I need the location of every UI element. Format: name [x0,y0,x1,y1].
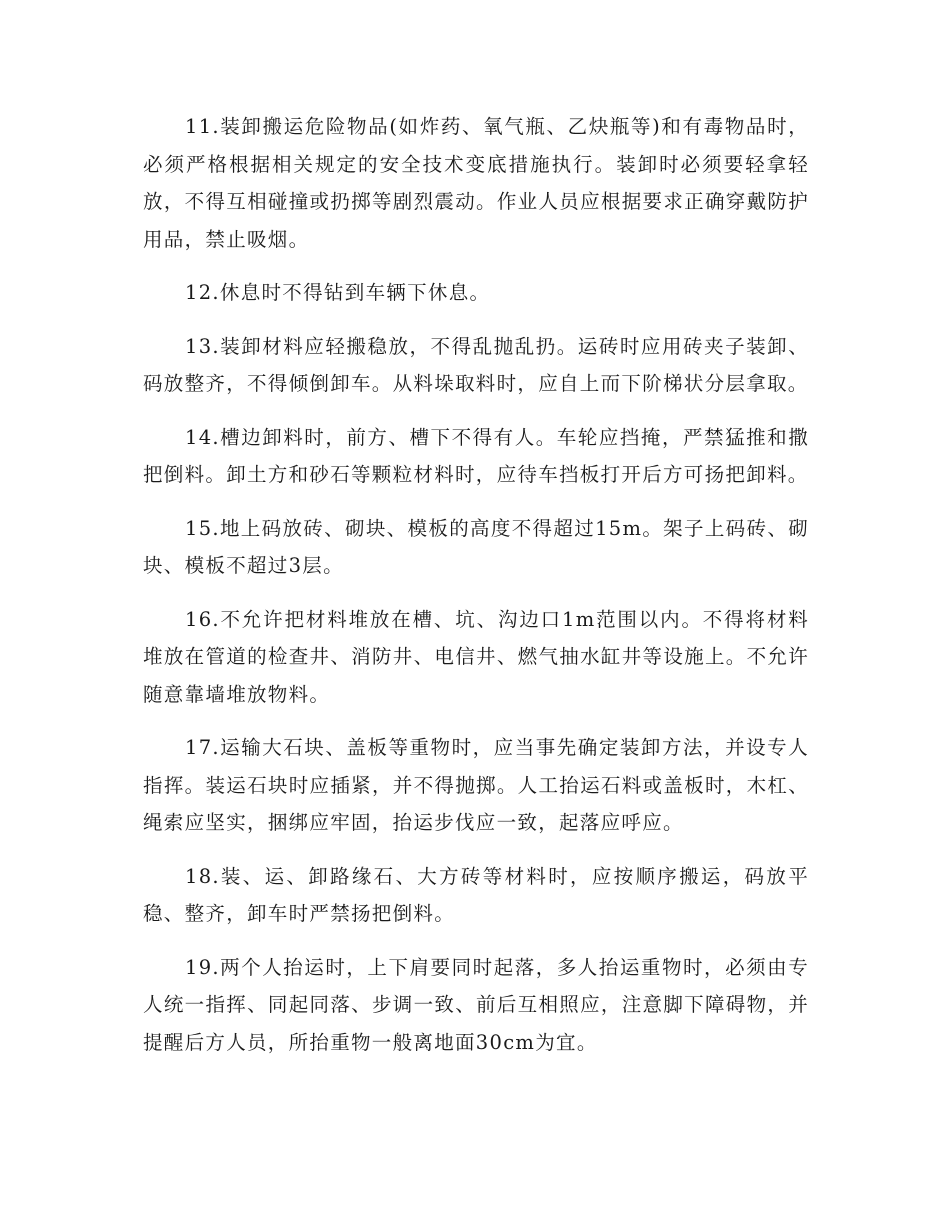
document-body [143,108,809,1077]
paragraph-item-13: 13.装卸材料应轻搬稳放，不得乱抛乱扔。运砖时应用砖夹子装卸、码放整齐，不得倾倒卸车。从料垛取料时，应自上而下阶梯状分层拿取。 [143,334,809,395]
paragraph-item-14: 14.槽边卸料时，前方、槽下不得有人。车轮应挡掩，严禁猛推和撒把倒料。卸土方和砂石等颗粒材料时，应待车挡板打开后方可扬把卸料。 [143,425,809,486]
paragraph-item-16: 16.不允许把材料堆放在槽、坑、沟边口1m范围以内。不得将材料堆放在管道的检查井、消防井、电信井、燃气抽水缸井等设施上。不允许随意靠墙堆放物料。 [143,607,809,706]
paragraph-item-11: 11.装卸搬运危险物品(如炸药、氧气瓶、乙炔瓶等)和有毒物品时，必须严格根据相关规定的安全技术变底措施执行。装卸时必须要轻拿轻放，不得互相碰撞或扔掷等剧烈震动。作业人员应根据要求正确穿戴防护用品，禁止吸烟。 [143,115,809,251]
paragraph-item-18: 18.装、运、卸路缘石、大方砖等材料时，应按顺序搬运，码放平稳、整齐，卸车时严禁扬把倒料。 [143,864,809,925]
paragraph-item-17: 17.运输大石块、盖板等重物时，应当事先确定装卸方法，并设专人指挥。装运石块时应插紧，并不得抛掷。人工抬运石料或盖板时，木杠、绳索应坚实，捆绑应牢固，抬运步伐应一致，起落应呼应。 [143,736,809,834]
paragraph-item-19: 19.两个人抬运时，上下肩要同时起落，多人抬运重物时，必须由专人统一指挥、同起同落、步调一致、前后互相照应，注意脚下障碍物，并提醒后方人员，所抬重物一般离地面30cm为宜。 [143,955,809,1054]
paragraph-item-15: 15.地上码放砖、砌块、模板的高度不得超过15m。架子上码砖、砌块、模板不超过3层。 [143,516,809,577]
paragraph-item-12: 12.休息时不得钻到车辆下休息。 [185,281,491,304]
